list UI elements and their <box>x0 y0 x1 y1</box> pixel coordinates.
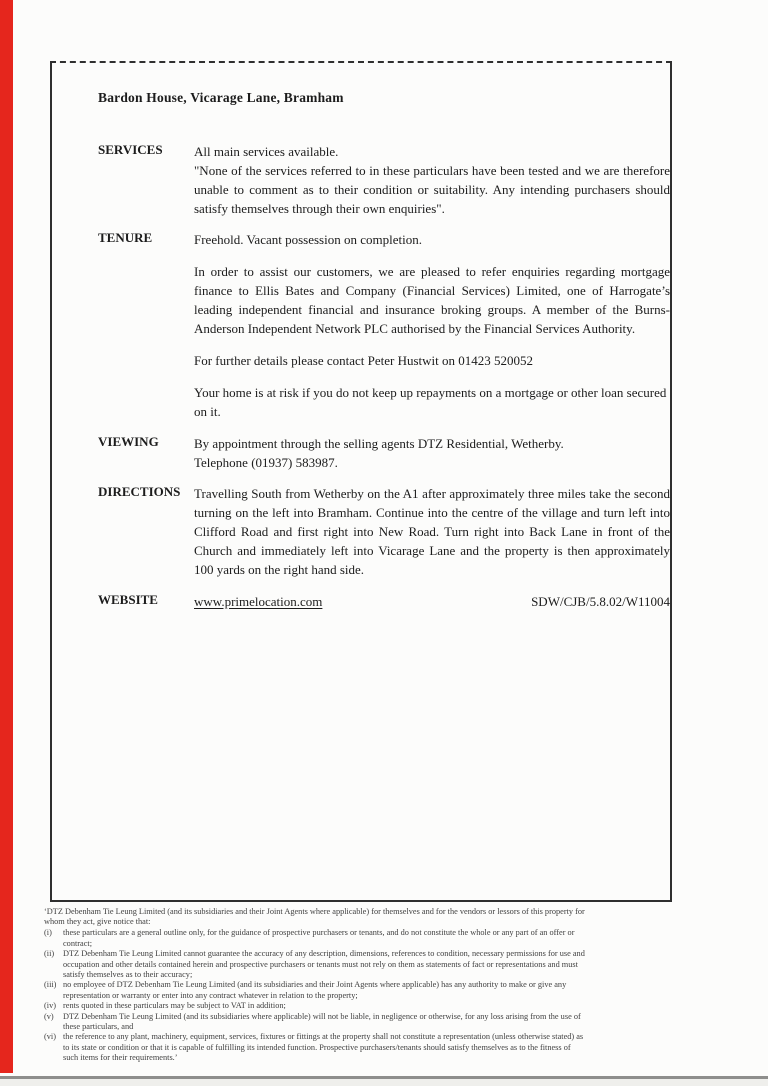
disclaimer-item-text: the reference to any plant, machinery, equipment, services, fixtures or fittings at the property shall not constitute a representation (unless otherwise stated) as to its state or condition or that it is capable of fulfilling its intended function. Prospective purchasers/tenants should satisfy themselves as to the fitness of such items for their requirements.’ <box>63 1032 584 1063</box>
disclaimer-item-number: (iii) <box>44 980 57 990</box>
property-address-title: Bardon House, Vicarage Lane, Bramham <box>98 90 344 105</box>
disclaimer-intro: ‘DTZ Debenham Tie Leung Limited (and its subsidiaries and their Joint Agents where applicable) for themselves and for the vendors or lessors of this property for whom they act, give notice that: <box>44 907 585 927</box>
section-body-services <box>194 142 670 218</box>
section-label-tenure: TENURE <box>98 230 153 245</box>
paragraph: Freehold. Vacant possession on completion. <box>194 232 422 247</box>
paragraph: By appointment through the selling agents DTZ Residential, Wetherby. <box>194 436 564 451</box>
section-label-directions: DIRECTIONS <box>98 484 181 499</box>
disclaimer-item-text: DTZ Debenham Tie Leung Limited (and its subsidiaries where applicable) will not be liable, in negligence or otherwise, for any loss arising from the use of these particulars, and <box>63 1011 581 1031</box>
disclaimer-item-text: rents quoted in these particulars may be subject to VAT in addition; <box>63 1001 286 1011</box>
section-website <box>98 592 670 611</box>
section-viewing <box>98 434 670 472</box>
disclaimer-item <box>44 1032 586 1063</box>
disclaimer-item-number: (i) <box>44 928 52 938</box>
disclaimer-item <box>44 1012 586 1033</box>
disclaimer-item-text: DTZ Debenham Tie Leung Limited cannot guarantee the accuracy of any description, dimensions, references to condition, necessary permissions for use and occupation and other details contained herein and prospective purchasers or tenants must not rely on them as statements of fact or representations and must satisfy themselves as to their accuracy; <box>63 949 585 979</box>
section-directions <box>98 484 670 579</box>
disclaimer-item-text: these particulars are a general outline only, for the guidance of prospective purchasers or tenants, and do not constitute the whole or any part of an offer or contract; <box>63 928 575 948</box>
paragraph: Telephone (01937) 583987. <box>194 455 338 470</box>
disclaimer-item-number: (iv) <box>44 1001 56 1011</box>
disclaimer-item-number: (ii) <box>44 949 55 959</box>
section-label-services: SERVICES <box>98 142 163 157</box>
paragraph: For further details please contact Peter Hustwit on 01423 520052 <box>194 353 534 368</box>
disclaimer-item <box>44 1001 586 1011</box>
disclaimer-item-text: no employee of DTZ Debenham Tie Leung Limited (and its subsidiaries and their Joint Agents where applicable) has any authority to make or give any representation or warranty or enter into any contract whatever in relation to the property; <box>63 980 567 1000</box>
paragraph: In order to assist our customers, we are pleased to refer enquiries regarding mortgage finance to Ellis Bates and Company (Financial Services) Limited, one of Harrogate’s leading independent financial and insurance broking groups. A member of the Burns-Anderson Independent Network PLC authorised by the Financial Services Authority. <box>194 264 670 336</box>
section-body-tenure <box>194 230 670 421</box>
section-label-viewing: VIEWING <box>98 434 159 449</box>
document-page <box>50 61 672 902</box>
disclaimer-item <box>44 980 586 1001</box>
disclaimer-item-number: (v) <box>44 1011 54 1021</box>
document-reference-code: SDW/CJB/5.8.02/W11004 <box>531 594 670 609</box>
section-body-website <box>194 592 670 611</box>
disclaimer-item <box>44 949 586 980</box>
section-label-website: WEBSITE <box>98 592 158 607</box>
section-body-directions <box>194 484 670 579</box>
paragraph: Travelling South from Wetherby on the A1 after approximately three miles take the second turning on the left into Bramham. Continue into the centre of the village and turn left into Clifford Road and first right into New Road. Turn right into Back Lane in front of the Church and immediately left into Vicarage Lane and the property is then approximately 100 yards on the right hand side. <box>194 486 670 577</box>
disclaimer-item-number: (vi) <box>44 1032 56 1042</box>
scanner-edge-stripe <box>0 0 13 1073</box>
website-link: www.primelocation.com <box>194 594 323 609</box>
paragraph: All main services available. <box>194 144 339 159</box>
section-services <box>98 142 670 218</box>
paragraph: "None of the services referred to in these particulars have been tested and we are therefore unable to comment as to their condition or suitability. Any intending purchasers should satisfy themselves through their own enquiries". <box>194 163 670 216</box>
section-body-viewing <box>194 434 670 472</box>
disclaimer-footnote <box>44 907 586 1064</box>
scanner-bottom-margin <box>0 1079 768 1086</box>
disclaimer-item <box>44 928 586 949</box>
section-tenure <box>98 230 670 421</box>
paragraph: Your home is at risk if you do not keep up repayments on a mortgage or other loan secured on it. <box>194 385 667 419</box>
